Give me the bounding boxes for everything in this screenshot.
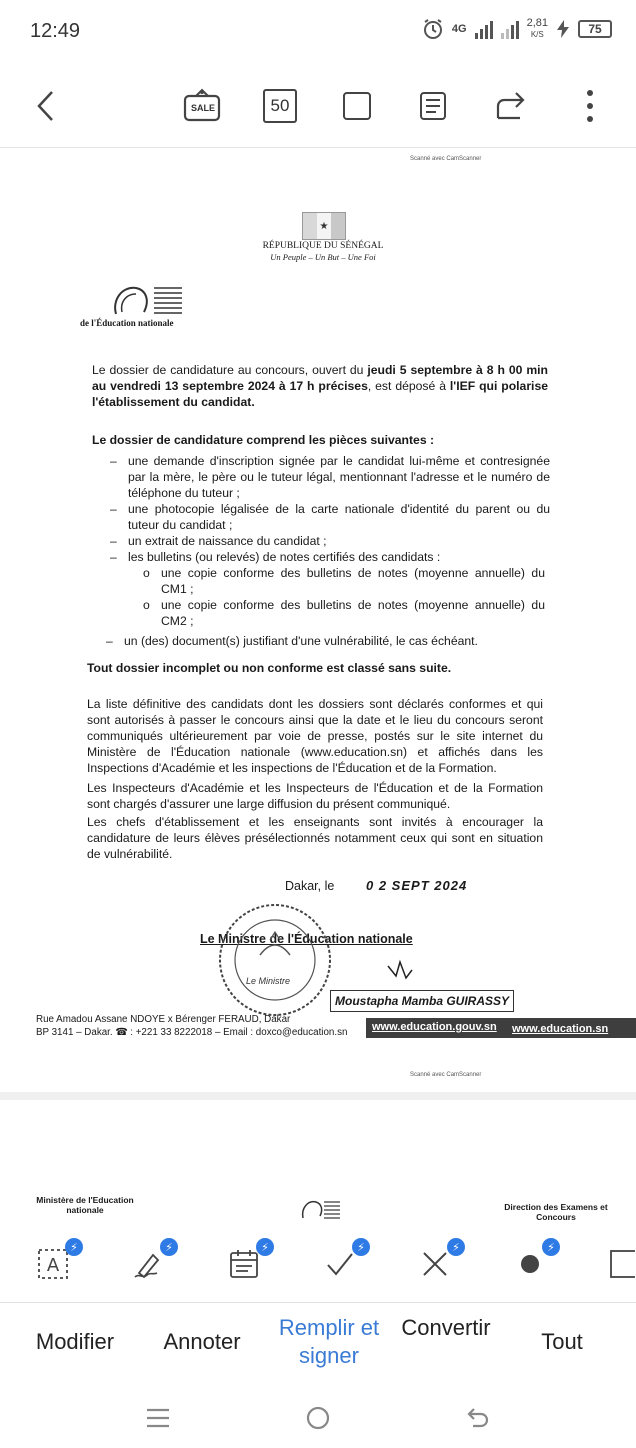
pen-sign-icon [131, 1247, 165, 1281]
fullscreen-icon [341, 90, 373, 122]
fullscreen-button[interactable] [337, 86, 377, 126]
page-count: 50 [263, 89, 297, 123]
network-type: 4G [451, 23, 467, 35]
paragraph-diffusion: Les Inspecteurs d'Académie et les Inspecteurs de l'Éducation et de la Formation sont chargés d'assurer une large diffusion du présent communiqué. [87, 781, 543, 811]
back-return-icon [465, 1405, 491, 1431]
menu-lines-icon [145, 1406, 171, 1430]
list-item: – une photocopie légalisée de la carte nationale d'identité du parent ou du tuteur du candidat ; [110, 502, 550, 532]
check-icon [323, 1247, 357, 1281]
sub-list-item: o une copie conforme des bulletins de notes (moyenne annuelle) du CM1 ; [143, 566, 545, 596]
republic-motto: Un Peuple – Un But – Une Foi [270, 252, 376, 262]
scan-note-top: Scanné avec CamScanner [410, 156, 482, 162]
signature-icon [380, 954, 420, 984]
list-item: – les bulletins (ou relevés) de notes certifiés des candidats : [110, 550, 441, 564]
incomplete-notice: Tout dossier incomplet ou non conforme est classé sans suite. [87, 661, 452, 675]
signal-2-icon [501, 19, 519, 39]
edit-tools-row [0, 1236, 636, 1296]
more-tool[interactable] [600, 1244, 636, 1284]
minister-name: Moustapha Mamba GUIRASSY [330, 990, 514, 1012]
ministry-logo-icon [110, 282, 186, 318]
place-label: Dakar, le [285, 879, 335, 893]
page-count-button[interactable] [260, 86, 300, 126]
more-options-button[interactable] [570, 86, 610, 126]
status-icons [422, 18, 612, 40]
signal-icon [475, 19, 493, 39]
document-page[interactable] [0, 152, 636, 1092]
svg-text:A: A [46, 1255, 60, 1276]
premium-badge: ⚡ [65, 1238, 83, 1256]
text-box-icon [36, 1247, 70, 1281]
home-button[interactable] [298, 1398, 338, 1438]
home-circle-icon [305, 1405, 331, 1431]
cross-icon [418, 1247, 452, 1281]
date-stamp: 0 2 SEPT 2024 [366, 878, 468, 893]
toolbar-divider [0, 147, 636, 148]
tools-divider [0, 1302, 636, 1303]
calendar-icon [227, 1247, 261, 1281]
sale-label: SALE [190, 103, 215, 113]
toolbar [0, 74, 636, 138]
premium-badge: ⚡ [160, 1238, 178, 1256]
sale-button[interactable] [180, 86, 224, 126]
status-time: 12:49 [30, 20, 81, 42]
stamp-text: Le Ministre [246, 976, 291, 986]
premium-badge: ⚡ [352, 1238, 370, 1256]
republic-title: RÉPUBLIQUE DU SÉNÉGAL [262, 241, 384, 251]
premium-badge: ⚡ [256, 1238, 274, 1256]
signature-tool[interactable] [128, 1241, 173, 1284]
official-stamp-icon [210, 900, 340, 1020]
paragraph-list: La liste définitive des candidats dont les dossiers sont déclarés conformes et qui sont autorisés à passer le concours ainsi que la date et le lieu du concours seront communiqués ultérieurement par voie de presse, postés sur le site internet du Ministère de l'Éducation nationale (www.education.sn) et affichés dans les Inspections d'Académie et les inspections de l'Éducation et de la Formation. [87, 697, 543, 775]
sub-list-item: o une copie conforme des bulletins de notes (moyenne annuelle) du CM2 ; [143, 598, 545, 628]
premium-badge: ⚡ [447, 1238, 465, 1256]
share-button[interactable] [490, 86, 530, 126]
intro-paragraph: Le dossier de candidature au concours, ouvert du jeudi 5 septembre à 8 h 00 min au vendredi 13 septembre 2024 à 17 h précises, est déposé à l'IEF qui polarise l'établissement du candidat. [92, 363, 549, 409]
add-text-tool[interactable] [33, 1241, 78, 1284]
ministry-label: de l'Éducation nationale [80, 318, 174, 328]
footer-address-1: Rue Amadou Assane NDOYE x Bérenger FERAUD, Dakar [36, 1014, 291, 1025]
ministry-logo-icon [300, 1198, 342, 1220]
tab-annoter[interactable]: Annoter [163, 1329, 241, 1354]
cross-tool[interactable] [415, 1241, 460, 1284]
date-tool[interactable] [224, 1241, 269, 1284]
system-navbar [0, 1390, 636, 1448]
tab-modifier[interactable]: Modifier [35, 1329, 115, 1354]
document-view-icon [417, 90, 449, 122]
premium-badge: ⚡ [542, 1238, 560, 1256]
alarm-icon [422, 18, 444, 40]
system-back-button[interactable] [458, 1398, 498, 1438]
footer-web-2[interactable]: www.education.sn [512, 1023, 609, 1035]
list-item: – un extrait de naissance du candidat ; [110, 534, 327, 548]
footer-address-2: BP 3141 – Dakar. ☎ : +221 33 8222018 – Email : doxco@education.sn [36, 1027, 348, 1038]
share-icon [492, 90, 528, 122]
page-gap [0, 1092, 636, 1100]
mode-tabs [0, 1310, 636, 1380]
next-page-left-header: Ministère de l'Education nationale [36, 1195, 134, 1215]
net-speed: 2,81 K/S [526, 17, 548, 39]
pieces-heading: Le dossier de candidature comprend les pièces suivantes : [92, 433, 435, 447]
recent-apps-button[interactable] [138, 1398, 178, 1438]
tab-convertir[interactable]: Convertir [401, 1315, 491, 1340]
senegal-flag: ★ [302, 212, 346, 240]
rectangle-icon [601, 1247, 635, 1281]
list-item: – une demande d'inscription signée par le candidat lui-même et contresignée par la mère, le père ou le tuteur légal, mentionnant l'adresse et le numéro de téléphone du tuteur ; [110, 454, 550, 500]
next-page-right-header: Direction des Examens et Concours [504, 1202, 608, 1222]
check-tool[interactable] [320, 1241, 365, 1284]
more-vertical-icon [586, 89, 594, 123]
next-document-page[interactable] [0, 1100, 636, 1230]
list-item: – un (des) document(s) justifiant d'une vulnérabilité, le cas échéant. [106, 634, 478, 648]
footer-web-1[interactable]: www.education.gouv.sn [372, 1021, 497, 1033]
tab-remplir-et-signer[interactable]: Remplir et signer [278, 1315, 380, 1368]
minister-title: Le Ministre de l'Éducation nationale [200, 932, 413, 946]
dot-tool[interactable] [510, 1241, 555, 1284]
tab-tout[interactable]: Tout [541, 1329, 583, 1354]
status-bar [0, 0, 636, 64]
battery-icon: 75 [578, 20, 612, 38]
paragraph-encourage: Les chefs d'établissement et les enseignants sont invités à encourager la candidature de leurs élèves présélectionnés notamment ceux qui sont en situation de vulnérabilité. [87, 815, 543, 861]
dot-icon [513, 1247, 547, 1281]
back-button[interactable] [26, 86, 66, 126]
back-arrow-icon [34, 89, 58, 123]
scan-note-bottom: Scanné avec CamScanner [410, 1072, 482, 1078]
reading-mode-button[interactable] [413, 86, 453, 126]
charging-icon [556, 20, 570, 38]
